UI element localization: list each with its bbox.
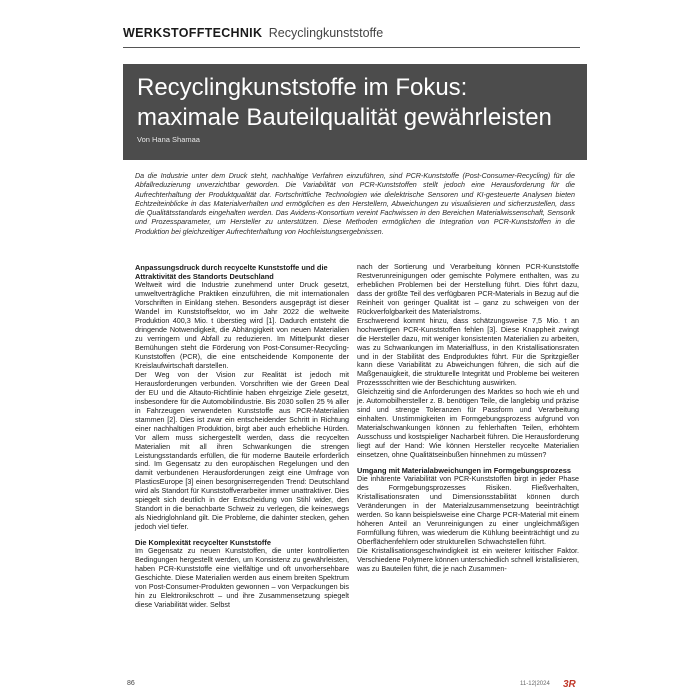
issue-label: 11-12|2024 [520, 681, 550, 687]
body-paragraph: Erschwerend kommt hinzu, dass schätzungsweise 7,5 Mio. t an hochwertigen PCR-Kunststoffen fehlen [3]. Diese Knappheit zwingt die Hersteller dazu, mit weniger konsistenten Materialien zu arbeiten, was zu Schwankungen im Materialfluss, in den Kristallisationsraten und in der Stabilität des Endproduktes führt. Für die Spritzgießer kann diese Variabilität zu Abweichungen führen, die sich auf die Maßgenauigkeit, die strukturelle Integrität und Probleme bei weiteren Prozessschritten wie der Beschichtung auswirken. [357, 315, 579, 388]
page-number: 86 [127, 680, 135, 687]
body-paragraph: Weltweit wird die Industrie zunehmend unter Druck gesetzt, umweltverträgliche Praktiken einzuführen, die mit internationalen Vorschriften in Einklang stehen. Besonders ausgeprägt ist dieser Wandel im Kunststoffsektor, wo im Jahr 2022 die weltweite Produktion 400,3 Mio. t überstieg wird [1]. Dadurch entsteht die dringende Notwendigkeit, die Abhängigkeit von neuen Materialien zu verringern und Abfall zu reduzieren. Im Mittelpunkt dieser Bemühungen steht die Förderung von Post-Consumer-Recycling-Kunststoffen (PCR), die eine entscheidende Komponente der Kreislaufwirtschaft darstellen. [135, 280, 349, 370]
body-paragraph: Die Kristallisationsgeschwindigkeit ist ein weiterer kritischer Faktor. Verschiedene Polymere können unterschiedlich schnell kristallisieren, was zu Bauteilen führt, die je nach Zusammen- [357, 545, 579, 573]
right-column [357, 263, 579, 574]
section-heading-deviations: Umgang mit Materialabweichungen im Formgebungsprozess [357, 465, 571, 475]
left-column [135, 263, 349, 610]
header-divider [123, 47, 580, 48]
journal-logo-text: 3R [563, 679, 576, 688]
journal-logo-icon [563, 678, 579, 688]
article-abstract: Da die Industrie unter dem Druck steht, nachhaltige Verfahren einzuführen, sind PCR-Kunststoffe (Post-Consumer-Recycling) für die Abfallreduzierung unverzichtbar geworden. Die Variabilität von PCR-Kunststoffen stellt jedoch eine Herausforderung für die Aufrechterhaltung der Produktqualität dar. Fortschrittliche Technologien wie dielektrische Sensoren und KI-gesteuerte Analysen bieten Echtzeiteinblicke in das Materialverhalten und ermöglichen es den Herstellern, Abweichungen zu visualisieren und sicherzustellen, dass die Qualitätsstandards eingehalten werden. Das Avidens-Konsortium vereint Fachwissen in den Bereichen Materialwissenschaft, Sensorik und Prozessparameter, um Hersteller zu unterstützen. Diese Methoden ermöglichen die Integration von PCR-Kunststoffen in die Produktion bei gleichzeitiger Aufrechterhaltung von Hochleistungsergebnissen. [135, 172, 575, 236]
body-paragraph: Der Weg von der Vision zur Realität ist jedoch mit Herausforderungen verbunden. Vorschriften wie der Green Deal der EU und die Altauto-Richtlinie haben ehrgeizige Ziele gesetzt, insbesondere für die Automobilindustrie. Bis 2030 sollen 25 % aller in Fahrzeugen verwendeten Kunststoffe aus PCR-Materialien stammen [2]. Dies ist zwar ein entscheidender Schritt in Richtung einer nachhaltigen Produktion, birgt aber auch erhebliche Hürden. Vor allem muss sichergestellt werden, dass die recycelten Materialien mit all ihren Schwankungen die strengen Leistungsstandards erfüllen, die für moderne Bauteile erforderlich sind. Im Gegensatz zu den europäischen Regelungen und den damit verbundenen Herausforderungen zeigt eine Umfrage von PlasticsEurope [3] einen besorgniserregenden Trend: Deutschland wird als Standort für Kunststoffverarbeiter immer unattraktiver. Dies spiegelt sich deutlich in der Entscheidung von Stihl wider, den Standort in die benachbarte Schweiz zu verlegen, die keineswegs als Niedriglohnland gilt. Die Probleme, die dahinter stecken, gehen jedoch viel tiefer. [135, 369, 349, 532]
section-heading-complexity: Die Komplexität recycelter Kunststoffe [135, 538, 271, 548]
body-paragraph: Im Gegensatz zu neuen Kunststoffen, die unter kontrollierten Bedingungen hergestellt werden, um Konsistenz zu gewährleisten, haben PCR-Kunststoffe eine vielfältige und oft unvorhersehbare Geschichte. Diese Materialien werden aus einem breiten Spektrum von Post-Consumer-Produkten gewonnen – von Verpackungen bis hin zu Elektronikschrott – und ihre Zusammensetzung spiegelt diese Variabilität wider. Selbst [135, 546, 349, 610]
article-author: Von Hana Shamaa [137, 135, 200, 144]
section-heading-adaptation: Anpassungsdruck durch recycelte Kunststoffe und die Attraktivität des Standorts Deutschland [135, 263, 328, 282]
body-paragraph: nach der Sortierung und Verarbeitung können PCR-Kunststoffe Restverunreinigungen oder gemischte Polymere enthalten, was zu erheblichen Problemen bei der Herstellung führt. Dies führt dazu, dass der größte Teil des verfügbaren PCR-Materials in Bezug auf die Reinheit von geringer Qualität ist – ganz zu schweigen von der Rückverfolgbarkeit des Materialstroms. [357, 262, 579, 316]
section-header [123, 26, 383, 40]
section-category: WERKSTOFFTECHNIK [123, 26, 263, 40]
body-paragraph: Die inhärente Variabilität von PCR-Kunststoffen birgt in jeder Phase des Formgebungsprozesses Risiken. Fließverhalten, Kristallisationsraten und Dimensionsstabilität können durch Veränderungen in der Materialzusammensetzung beeinträchtigt werden. So kann beispielsweise eine Charge PCR-Material mit einem höheren Anteil an Verunreinigungen zu einer ungleichmäßigen Formfüllung führen, was wiederum die Kühlung beeinträchtigt und zu Oberflächenfehlern oder strukturellen Schwachstellen führt. [357, 474, 579, 546]
article-title [137, 73, 577, 133]
article-title-line2: maximale Bauteilqualität gewährleisten [137, 104, 552, 131]
body-paragraph: Gleichzeitig sind die Anforderungen des Marktes so hoch wie eh und je. Automobilhersteller z. B. benötigen Teile, die langlebig und präzise sind und strenge Toleranzen für Passform und Verarbeitung einhalten. Unstimmigkeiten im Formgebungsprozess aufgrund von Materialschwankungen können zu fehlerhaften Teilen, erhöhtem Ausschuss und kostspieliger Nacharbeit führen. Die Herausforderung liegt auf der Hand: Wie können Hersteller recycelte Materialien einsetzen, ohne Qualitätseinbußen hinnehmen zu müssen? [357, 387, 579, 460]
title-banner [123, 64, 587, 160]
section-subcategory: Recyclingkunststoffe [268, 26, 384, 40]
article-title-line1: Recyclingkunststoffe im Fokus: [137, 74, 468, 101]
